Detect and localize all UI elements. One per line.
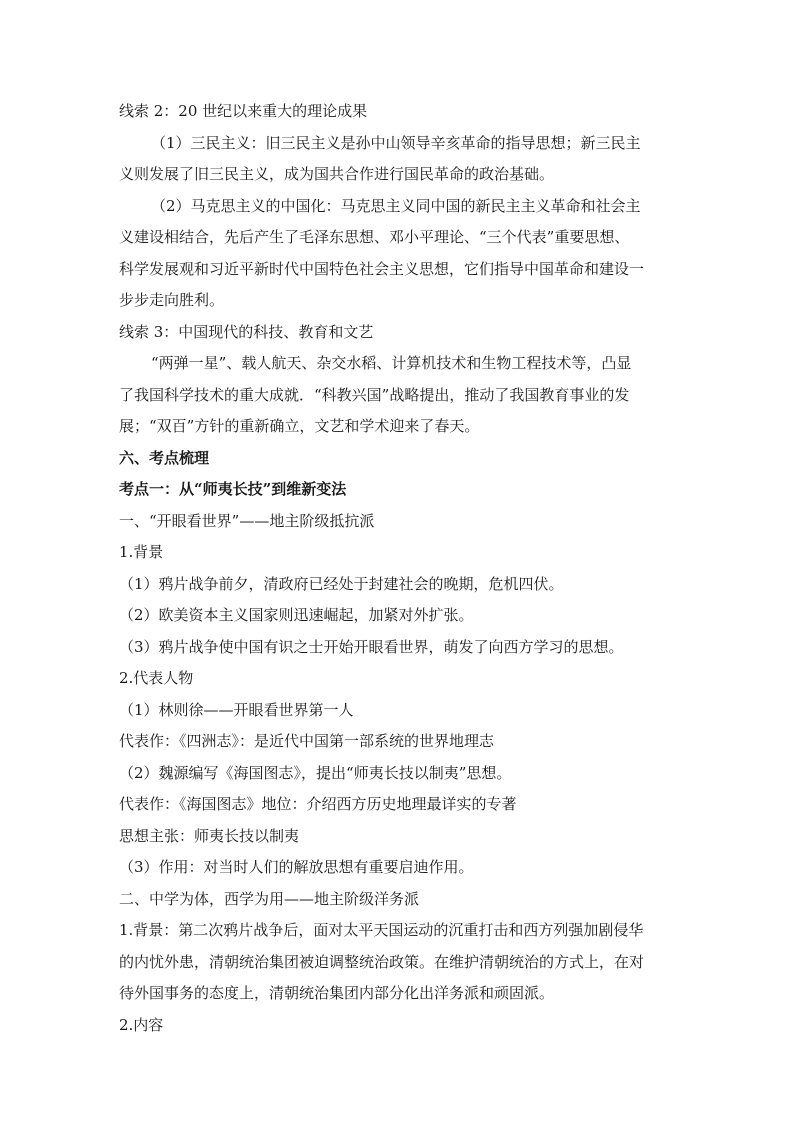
paragraph-line: 了我国科学技术的重大成就．“科教兴国”战略提出，推动了我国教育事业的发 bbox=[119, 386, 630, 404]
paragraph-line: 的内忧外患，清朝统治集团被迫调整统治政策。在维护清朝统治的方式上，在对 bbox=[119, 953, 645, 971]
paragraph-line: 步步走向胜利。 bbox=[119, 291, 225, 309]
subsection-heading: 二、中学为体，西学为用——地主阶级洋务派 bbox=[119, 890, 420, 908]
list-item: （2）欧美资本主义国家则迅速崛起，加紧对外扩张。 bbox=[119, 606, 474, 624]
paragraph-line: 义建设相结合，先后产生了毛泽东思想、邓小平理论、“三个代表”重要思想、 bbox=[119, 228, 630, 246]
paragraph-line: 展；“双百”方针的重新确立，文艺和学术迎来了春天。 bbox=[119, 417, 480, 435]
list-item: 思想主张：师夷长技以制夷 bbox=[119, 827, 300, 845]
clue-3-heading: 线索 3：中国现代的科技、教育和文艺 bbox=[119, 323, 374, 341]
paragraph-line: （2）马克思主义的中国化：马克思主义同中国的新民主主义革命和社会主 bbox=[151, 197, 641, 215]
list-item: （2）魏源编写《海国图志》，提出“师夷长技以制夷”思想。 bbox=[119, 764, 512, 782]
list-heading: 2.内容 bbox=[119, 1016, 164, 1034]
list-heading: 1.背景 bbox=[119, 543, 164, 561]
list-item: （3）作用：对当时人们的解放思想有重要启迪作用。 bbox=[119, 858, 474, 876]
list-item: 代表作：《四洲志》：是近代中国第一部系统的世界地理志 bbox=[119, 732, 495, 750]
topic-heading: 考点一：从“师夷长技”到维新变法 bbox=[119, 480, 347, 498]
paragraph-line: 科学发展观和习近平新时代中国特色社会主义思想，它们指导中国革命和建设一 bbox=[119, 260, 645, 278]
list-item: （1）林则徐——开眼看世界第一人 bbox=[119, 701, 354, 719]
list-item: 代表作：《海国图志》地位：介绍西方历史地理最详实的专著 bbox=[119, 795, 517, 813]
list-heading: 2.代表人物 bbox=[119, 669, 194, 687]
section-heading: 六、考点梳理 bbox=[119, 449, 210, 467]
list-item: （1）鸦片战争前夕，清政府已经处于封建社会的晚期，危机四伏。 bbox=[119, 575, 564, 593]
subsection-heading: 一、“开眼看世界”——地主阶级抵抗派 bbox=[119, 512, 375, 530]
list-item: （3）鸦片战争使中国有识之士开始开眼看世界，萌发了向西方学习的思想。 bbox=[119, 638, 624, 656]
paragraph-line: 待外国事务的态度上，清朝统治集团内部分化出洋务派和顽固派。 bbox=[119, 984, 555, 1002]
paragraph-line: 1.背景：第二次鸦片战争后，面对太平天国运动的沉重打击和西方列强加剧侵华 bbox=[119, 921, 644, 939]
paragraph-line: （1）三民主义：旧三民主义是孙中山领导辛亥革命的指导思想；新三民主 bbox=[151, 134, 641, 152]
paragraph-line: 义则发展了旧三民主义，成为国共合作进行国民革命的政治基础。 bbox=[119, 165, 555, 183]
paragraph-line: “两弹一星”、载人航天、杂交水稻、计算机技术和生物工程技术等，凸显 bbox=[151, 354, 632, 372]
clue-2-heading: 线索 2：20 世纪以来重大的理论成果 bbox=[119, 102, 368, 120]
